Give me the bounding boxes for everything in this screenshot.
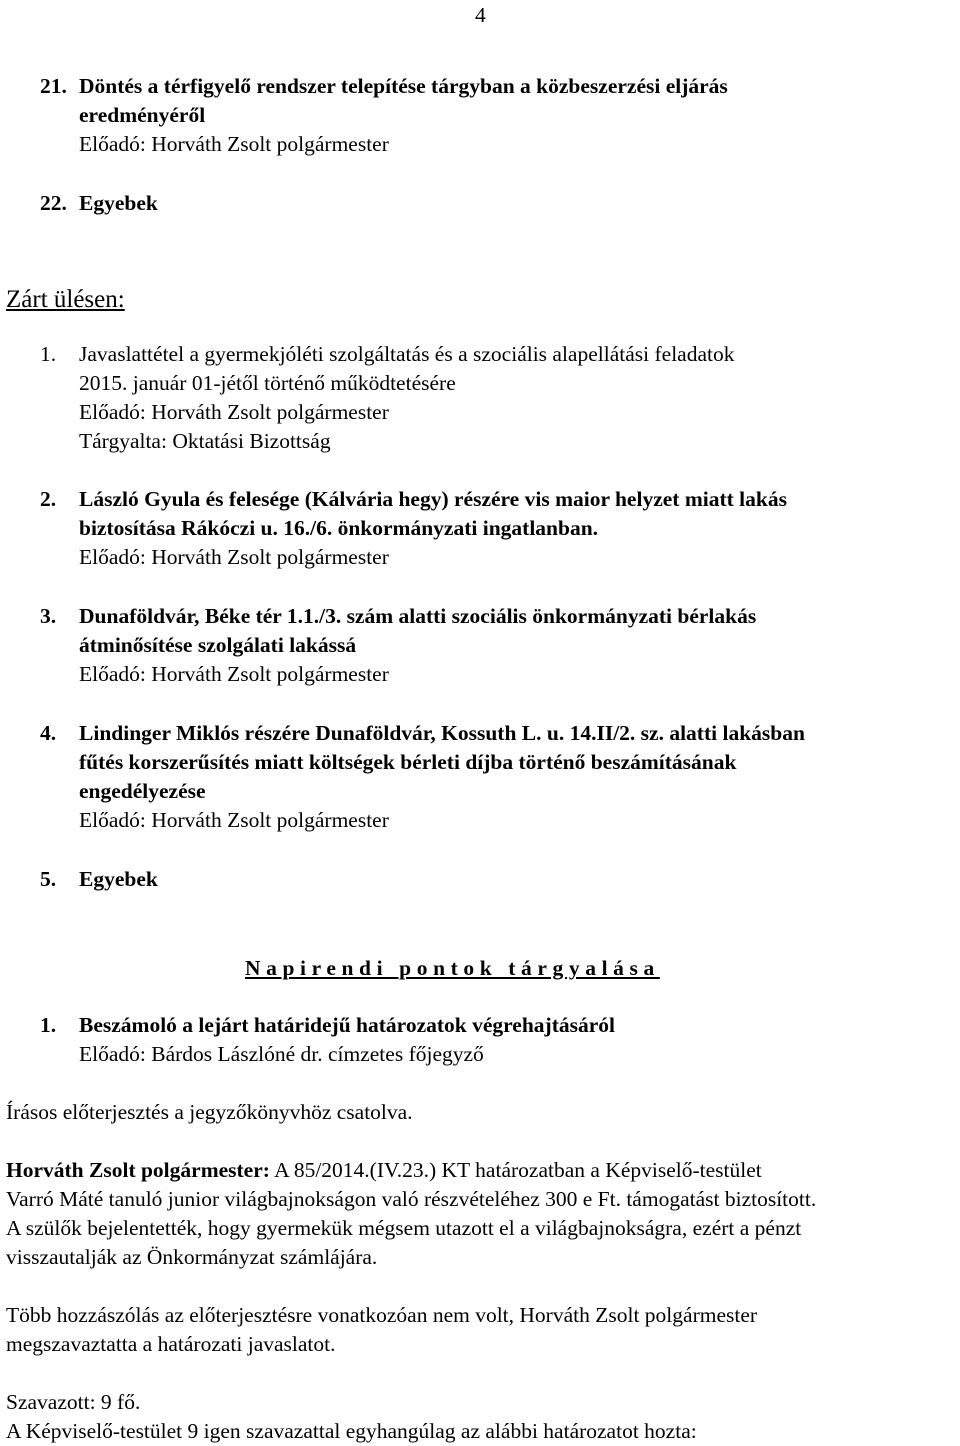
statement-text: visszautalják az Önkormányzat számlájára. xyxy=(6,1245,378,1269)
item-title: Lindinger Miklós részére Dunaföldvár, Kossuth L. u. 14.II/2. sz. alatti lakásban xyxy=(79,721,805,745)
item-title: Dunaföldvár, Béke tér 1.1./3. szám alatti szociális önkormányzati bérlakás xyxy=(79,604,757,628)
written-proposal-note: Írásos előterjesztés a jegyzőkönyvhöz csatolva. xyxy=(6,1100,413,1124)
discussed-by-line: Tárgyalta: Oktatási Bizottság xyxy=(79,429,331,453)
item-title: Egyebek xyxy=(79,867,158,891)
item-title: 2015. január 01-jétől történő működtetésére xyxy=(79,371,456,395)
presenter-line: Előadó: Bárdos Lászlóné dr. címzetes főjegyző xyxy=(79,1042,484,1066)
item-number: 4. xyxy=(40,721,57,745)
item-title: átminősítése szolgálati lakássá xyxy=(79,633,357,657)
vote-result: Szavazott: 9 fő. xyxy=(6,1390,141,1414)
item-title: biztosítása Rákóczi u. 16./6. önkormányzati ingatlanban. xyxy=(79,516,599,540)
closed-session-heading: Zárt ülésen: xyxy=(6,286,125,313)
item-title: engedélyezése xyxy=(79,779,206,803)
item-number: 3. xyxy=(40,604,57,628)
item-title: eredményéről xyxy=(79,103,206,127)
item-title: László Gyula és felesége (Kálvária hegy) részére vis maior helyzet miatt lakás xyxy=(79,487,787,511)
item-number: 5. xyxy=(40,867,57,891)
item-number: 1. xyxy=(40,1013,57,1037)
mayor-statement xyxy=(6,1157,762,1183)
item-number: 21. xyxy=(40,74,67,98)
item-number: 22. xyxy=(40,191,67,215)
page-number: 4 xyxy=(475,3,486,27)
item-number: 2. xyxy=(40,487,57,511)
presenter-line: Előadó: Horváth Zsolt polgármester xyxy=(79,400,389,424)
item-number: 1. xyxy=(40,342,57,366)
presenter-line: Előadó: Horváth Zsolt polgármester xyxy=(79,545,389,569)
statement-text: Varró Máté tanuló junior világbajnokságon való részvételéhez 300 e Ft. támogatást biztosított. xyxy=(6,1187,817,1211)
presenter-line: Előadó: Horváth Zsolt polgármester xyxy=(79,808,389,832)
comments-text: megszavaztatta a határozati javaslatot. xyxy=(6,1332,336,1356)
agenda-heading: Napirendi pontok tárgyalása xyxy=(245,956,660,980)
comments-text: Több hozzászólás az előterjesztésre vonatkozóan nem volt, Horváth Zsolt polgármester xyxy=(6,1303,758,1327)
item-title: fűtés korszerűsítés miatt költségek bérleti díjba történő beszámításának xyxy=(79,750,737,774)
speaker-label: Horváth Zsolt polgármester: xyxy=(6,1158,270,1182)
decision-line: A Képviselő-testület 9 igen szavazattal egyhangúlag az alábbi határozatot hozta: xyxy=(6,1419,697,1443)
presenter-line: Előadó: Horváth Zsolt polgármester xyxy=(79,662,389,686)
statement-text: A szülők bejelentették, hogy gyermekük mégsem utazott el a világbajnokságra, ezért a pénzt xyxy=(6,1216,802,1240)
item-title: Javaslattétel a gyermekjóléti szolgáltatás és a szociális alapellátási feladatok xyxy=(79,342,735,366)
presenter-line: Előadó: Horváth Zsolt polgármester xyxy=(79,132,389,156)
item-title: Döntés a térfigyelő rendszer telepítése tárgyban a közbeszerzési eljárás xyxy=(79,74,728,98)
item-title: Beszámoló a lejárt határidejű határozatok végrehajtásáról xyxy=(79,1013,616,1037)
item-title: Egyebek xyxy=(79,191,158,215)
statement-text: A 85/2014.(IV.23.) KT határozatban a Képviselő-testület xyxy=(269,1158,762,1182)
